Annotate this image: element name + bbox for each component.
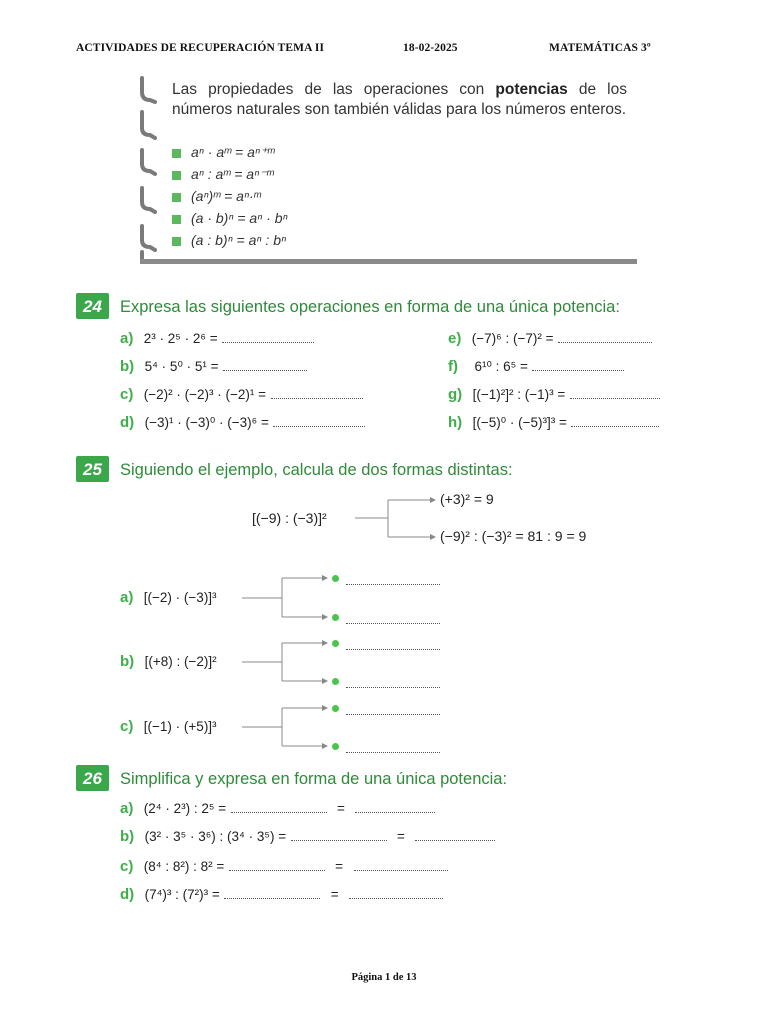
answer-blank[interactable] [346,639,440,650]
answer-blank[interactable] [354,860,448,871]
item-expression: (8⁴ : 8²) : 8² = [143,859,225,874]
item-expression: (−3)¹ · (−3)⁰ · (−3)⁶ = [144,415,269,430]
property-text: aⁿ · aᵐ = aⁿ⁺ᵐ [191,144,275,160]
ex26-item-b [120,828,495,846]
item-expression: (−2)² · (−2)³ · (−2)¹ = [143,387,267,402]
exercise-26-title: Simplifica y expresa en forma de una única potencia: [120,770,508,788]
property-2 [172,166,274,183]
item-label: e) [448,330,462,347]
header-subject: MATEMÁTICAS 3º [549,42,651,54]
ex26-item-a [120,800,435,818]
header-title: ACTIVIDADES DE RECUPERACIÓN TEMA II [76,42,325,54]
answer-blank[interactable] [346,574,440,585]
ex24-item-g [448,386,660,404]
item-expression: [(−2) · (−3)]³ [143,590,217,605]
property-text: aⁿ : aᵐ = aⁿ⁻ᵐ [191,166,274,182]
theory-bottom-bar [140,259,637,264]
answer-blank[interactable] [346,704,440,715]
property-3 [172,188,261,204]
property-5 [172,232,286,248]
theory-text-part: Las propiedades de las operaciones con [172,81,496,98]
answer-blank[interactable] [271,388,363,399]
page-number: Página 1 de 13 [351,972,417,983]
ex25-item-a [120,589,217,607]
answer-dot-icon [332,705,339,712]
ex25-item-c [120,718,217,736]
item-expression: (−7)⁶ : (−7)² = [471,331,554,346]
item-expression: (3² · 3⁵ · 3⁶) : (3⁴ · 3⁵) = [144,829,287,844]
answer-dot-icon [332,614,339,621]
item-expression: [(−1) · (+5)]³ [143,719,217,734]
item-expression: [(−5)⁰ · (−5)³]³ = [472,415,567,430]
bullet-square-icon [172,171,181,180]
item-label: a) [120,330,134,347]
item-expression: (7⁴)³ : (7²)³ = [144,887,220,902]
exercise-25-badge: 25 [76,456,109,482]
item-label: d) [120,414,135,431]
ex25-example-expr: [(−9) : (−3)]² [252,510,327,526]
ex24-item-e [448,330,652,348]
item-label: d) [120,886,135,903]
property-1 [172,144,274,161]
answer-blank[interactable] [570,388,660,399]
theory-text-part: de los números naturales son también válidas para los números enteros. [172,81,627,118]
ex26-item-d [120,886,443,904]
item-label: a) [120,589,134,606]
exercise-24-badge: 24 [76,293,109,319]
answer-blank[interactable] [349,888,443,899]
ex24-item-f [448,358,624,376]
item-expression: 6¹⁰ : 6⁵ = [474,359,528,374]
item-expression: 2³ · 2⁵ · 2⁶ = [143,331,218,346]
property-text: (a : b)ⁿ = aⁿ : bⁿ [191,232,287,248]
ex25-example-top: (+3)² = 9 [440,491,494,507]
answer-blank[interactable] [346,742,440,753]
answer-blank[interactable] [346,677,440,688]
exercise-24-title: Expresa las siguientes operaciones en forma de una única potencia: [120,298,620,316]
answer-blank[interactable] [223,360,307,371]
answer-blank[interactable] [532,360,624,371]
ex26-item-c [120,858,448,876]
answer-blank[interactable] [229,860,325,871]
bullet-square-icon [172,215,181,224]
item-label: c) [120,386,134,403]
answer-blank[interactable] [415,830,495,841]
item-label: b) [120,358,135,375]
item-label: g) [448,386,463,403]
bullet-square-icon [172,149,181,158]
answer-blank[interactable] [346,613,440,624]
exercise-26-badge: 26 [76,765,109,791]
answer-blank[interactable] [231,802,327,813]
equals-sign: = [337,801,345,816]
equals-sign: = [396,829,405,844]
property-4 [172,210,288,226]
answer-blank[interactable] [273,416,365,427]
item-label: h) [448,414,463,431]
theory-text [172,80,627,120]
theory-keyword: potencias [495,81,568,98]
ex25-item-b [120,653,217,671]
item-label: c) [120,718,134,735]
answer-dot-icon [332,743,339,750]
equals-sign: = [335,859,344,874]
item-label: a) [120,800,134,817]
answer-blank[interactable] [558,332,652,343]
answer-dot-icon [332,575,339,582]
header-date: 18-02-2025 [403,42,458,54]
property-text: (a · b)ⁿ = aⁿ · bⁿ [191,210,288,226]
answer-blank[interactable] [222,332,314,343]
answer-blank[interactable] [291,830,387,841]
item-expression: (2⁴ · 2³) : 2⁵ = [143,801,227,816]
item-label: f) [448,358,458,375]
answer-dot-icon [332,640,339,647]
item-expression: 5⁴ · 5⁰ · 5¹ = [144,359,219,374]
ex24-item-a [120,330,314,348]
ex24-item-c [120,386,363,404]
ex24-item-d [120,414,365,432]
item-label: c) [120,858,134,875]
answer-blank[interactable] [571,416,659,427]
ex24-item-b [120,358,307,376]
answer-blank[interactable] [355,802,435,813]
answer-blank[interactable] [224,888,320,899]
answer-dot-icon [332,678,339,685]
item-expression: [(+8) : (−2)]² [144,654,217,669]
exercise-25-title: Siguiendo el ejemplo, calcula de dos formas distintas: [120,461,513,479]
ex24-item-h [448,414,659,432]
property-text: (aⁿ)ᵐ = aⁿ·ᵐ [191,188,261,204]
item-expression: [(−1)²]² : (−1)³ = [472,387,566,402]
ex25-example-bottom: (−9)² : (−3)² = 81 : 9 = 9 [440,528,587,544]
bullet-square-icon [172,237,181,246]
item-label: b) [120,653,135,670]
item-label: b) [120,828,135,845]
equals-sign: = [330,887,339,902]
bullet-square-icon [172,193,181,202]
